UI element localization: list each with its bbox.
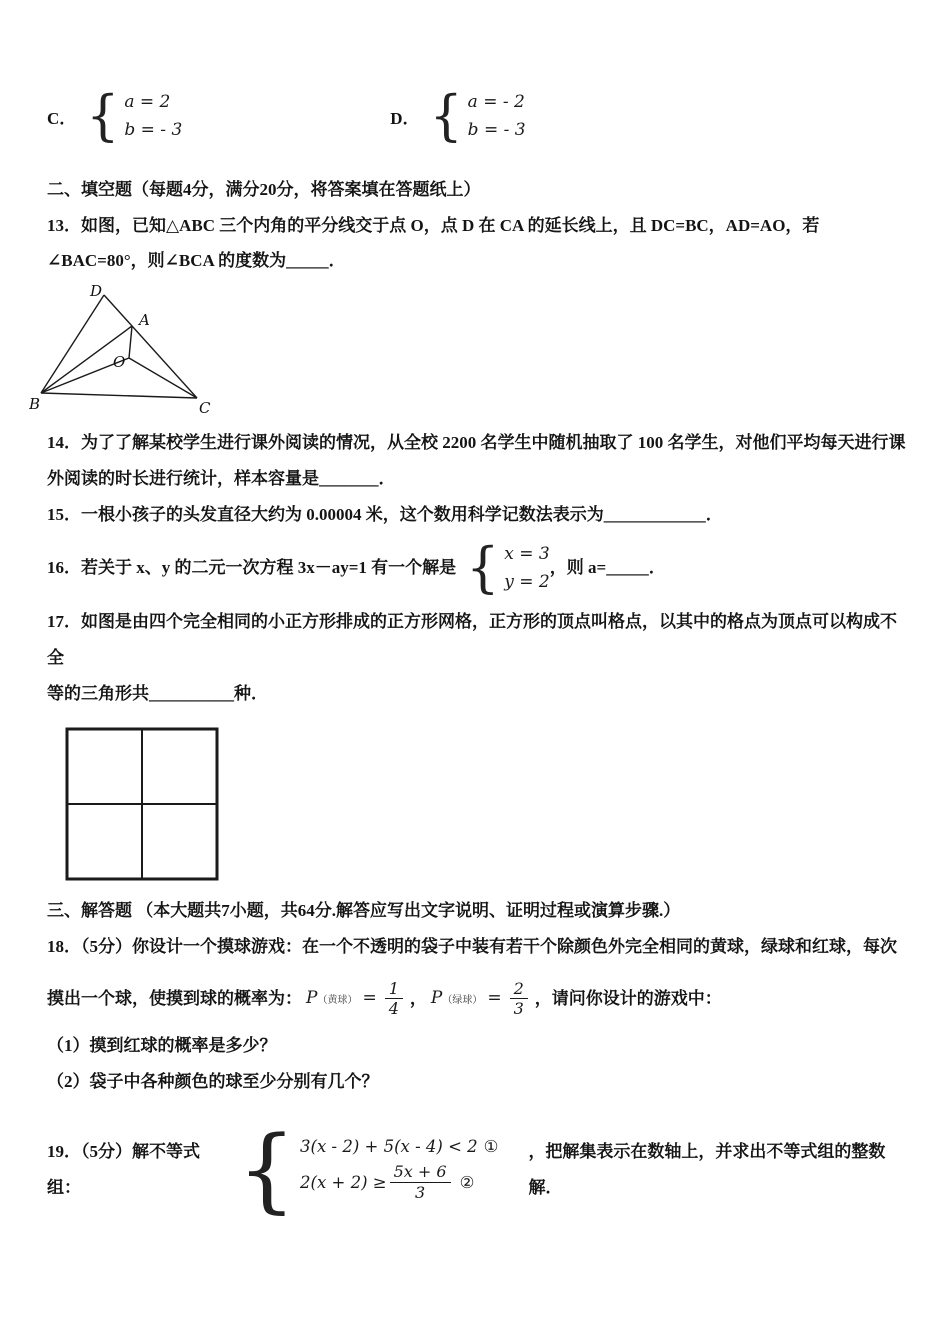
fraction-denominator: 3 bbox=[414, 1182, 426, 1202]
triangle-figure bbox=[29, 281, 241, 419]
fraction-numerator: 2 bbox=[510, 979, 528, 999]
question-15: 15．一根小孩子的头发直径大约为 0.00004 米，这个数用科学记数法表示为____________． bbox=[47, 504, 723, 524]
fraction-denominator: 4 bbox=[388, 998, 399, 1018]
question-16-equation-2: y = 2 bbox=[504, 572, 550, 593]
question-17-line-1: 17．如图是由四个完全相同的小正方形排成的正方形网格，正方形的顶点叫格点，以其中的格点为顶点可以构成不全 bbox=[47, 612, 897, 667]
vertex-label-b: B bbox=[29, 395, 41, 414]
triangle-lines bbox=[41, 295, 197, 398]
question-13-line-2: ∠BAC=80°，则∠BCA 的度数为_____． bbox=[47, 251, 346, 271]
option-c-equation-1: a = 2 bbox=[124, 92, 171, 112]
fraction-numerator: 1 bbox=[385, 979, 403, 999]
fraction-one-fourth bbox=[385, 979, 403, 1018]
inequality-1-expression: 3(x - 2) + 5(x - 4) < 2 bbox=[300, 1137, 478, 1157]
inequality-2-left: 2(x + 2) ≥ bbox=[300, 1172, 387, 1192]
question-18-line-1: 18．（5分）你设计一个摸球游戏：在一个不透明的袋子中装有若干个除颜色外完全相同的黄球，绿球和红球，每次 bbox=[47, 937, 897, 957]
option-d-label: D． bbox=[390, 108, 420, 128]
inequality-2-tag: ② bbox=[459, 1172, 475, 1192]
question-16-post: ，则 a=_____． bbox=[549, 558, 666, 578]
square-grid-figure bbox=[65, 727, 219, 881]
vertex-label-d: D bbox=[90, 282, 103, 301]
probability-symbol: P bbox=[430, 988, 443, 1009]
question-19-post: ，把解集表示在数轴上，并求出不等式组的整数解． bbox=[528, 1141, 886, 1197]
equals-sign: = bbox=[487, 988, 502, 1009]
option-d-equation-2: b = - 3 bbox=[467, 120, 526, 141]
option-c-label: C． bbox=[47, 108, 77, 128]
fraction-denominator: 3 bbox=[513, 998, 524, 1018]
question-14-line-1: 14．为了了解某校学生进行课外阅读的情况，从全校 2200 名学生中随机抽取了 100 名学生，对他们平均每天进行课 bbox=[47, 433, 906, 453]
equals-sign: = bbox=[362, 988, 377, 1009]
inequality-1-tag: ① bbox=[483, 1137, 499, 1157]
brace-icon: { bbox=[466, 536, 500, 600]
fraction-two-thirds bbox=[510, 979, 528, 1018]
probability-symbol: P bbox=[306, 988, 318, 1009]
question-18-item-2: （2）袋子中各种颜色的球至少分别有几个？ bbox=[47, 1071, 379, 1091]
question-17-line-2: 等的三角形共__________种． bbox=[47, 683, 268, 703]
section-3-title: 三、解答题 （本大题共7小题，共64分.解答应写出文字说明、证明过程或演算步骤.） bbox=[47, 901, 681, 921]
fraction-5x-plus-6-over-3 bbox=[390, 1162, 451, 1201]
comma-separator: ， bbox=[409, 988, 427, 1008]
brace-icon: { bbox=[86, 84, 120, 148]
question-19 bbox=[47, 1115, 910, 1223]
vertex-label-c: C bbox=[199, 399, 211, 418]
brace-icon: { bbox=[429, 84, 463, 148]
question-16-equation-1: x = 3 bbox=[504, 544, 550, 565]
probability-yellow-expression bbox=[306, 979, 406, 1018]
question-16-system bbox=[504, 540, 549, 596]
option-c-system bbox=[124, 88, 182, 144]
fraction-numerator: 5x + 6 bbox=[390, 1162, 451, 1182]
option-d-equation-1: a = - 2 bbox=[467, 92, 525, 112]
triangle-labels bbox=[29, 282, 211, 417]
question-14-line-2: 外阅读的时长进行统计，样本容量是_______． bbox=[47, 468, 396, 488]
inequality-2 bbox=[300, 1162, 498, 1201]
question-18-line-2-pre: 摸出一个球，使摸到球的概率为： bbox=[47, 988, 302, 1008]
question-16 bbox=[47, 536, 910, 600]
option-d bbox=[390, 84, 526, 148]
question-18-probability-row bbox=[47, 979, 910, 1018]
question-19-system bbox=[300, 1137, 498, 1201]
probability-green-expression bbox=[431, 979, 531, 1018]
answer-options-row bbox=[47, 84, 910, 148]
section-2-title: 二、填空题（每题4分，满分20分，将答案填在答题纸上） bbox=[47, 180, 481, 200]
inequality-1 bbox=[300, 1137, 498, 1156]
brace-icon: { bbox=[237, 1115, 297, 1223]
question-19-pre: 19．（5分）解不等式组： bbox=[47, 1141, 200, 1197]
question-16-pre: 16．若关于 x、y 的二元一次方程 3x－ay=1 有一个解是 bbox=[47, 558, 457, 578]
probability-green-subscript: （绿球） bbox=[442, 994, 483, 1006]
probability-yellow-subscript: （黄球） bbox=[317, 994, 358, 1006]
option-c bbox=[47, 84, 183, 148]
vertex-label-a: A bbox=[139, 311, 150, 330]
option-c-equation-2: b = - 3 bbox=[124, 120, 183, 141]
question-18-line-2-post: ，请问你设计的游戏中： bbox=[534, 988, 722, 1008]
question-13-line-1: 13．如图，已知△ABC 三个内角的平分线交于点 O，点 D 在 CA 的延长线上，且 DC=BC，AD=AO，若 bbox=[47, 215, 820, 235]
option-d-system bbox=[468, 88, 526, 144]
vertex-label-o: O bbox=[113, 353, 126, 372]
question-18-item-1: （1）摸到红球的概率是多少？ bbox=[47, 1036, 277, 1056]
